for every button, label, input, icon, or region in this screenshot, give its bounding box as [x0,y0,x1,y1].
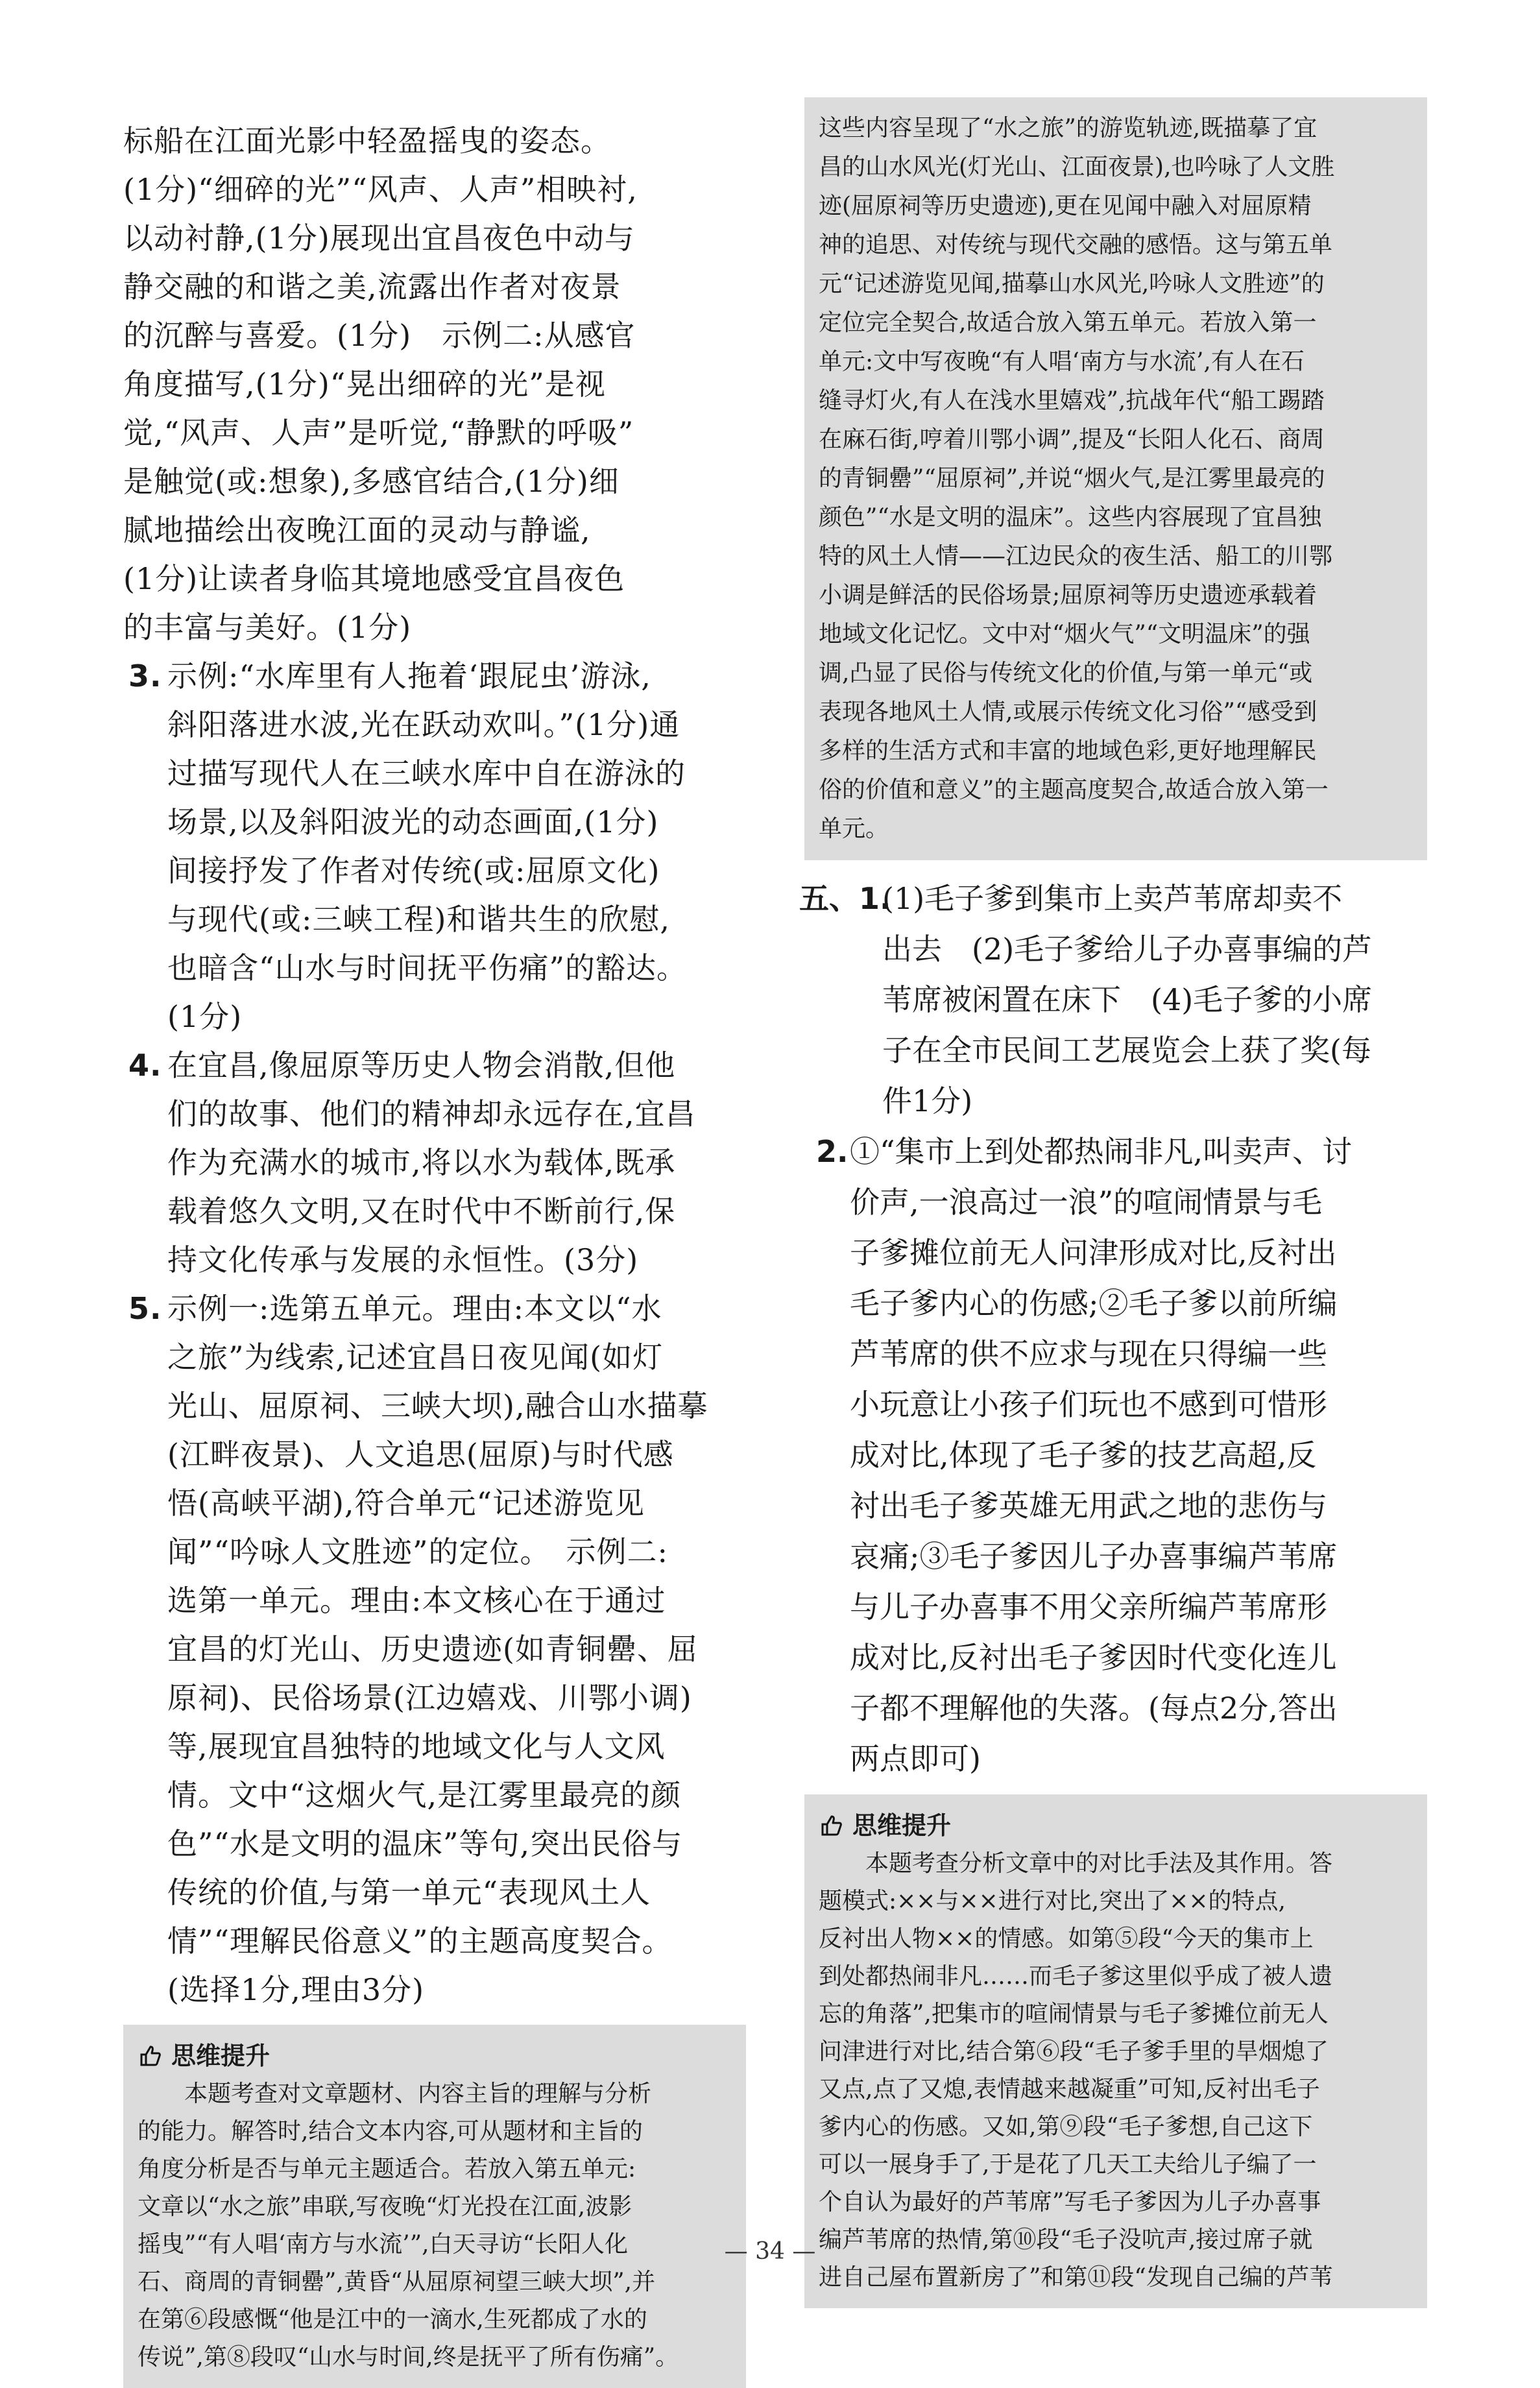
thinking-title: 思维提升 [171,2042,271,2070]
text-line: 表现各地风土人情,或展示传统文化习俗”“感受到 [819,699,1317,725]
text-line: 间接抒发了作者对传统(或:屈原文化) [167,853,660,888]
thinking-title: 思维提升 [852,1811,952,1840]
text-line: 两点即可) [850,1741,981,1776]
text-line: 题模式:××与××进行对比,突出了××的特点, [819,1888,1286,1914]
text-line: 价声,一浪高过一浪”的喧闹情景与毛 [850,1185,1323,1220]
text-line: 子都不理解他的失落。(每点2分,答出 [850,1691,1338,1726]
text-line: 衬出毛子爹英雄无用武之地的悲伤与 [850,1488,1327,1523]
thinking-box-left [123,2025,746,2388]
text-line: 芦苇席的供不应求与现在只得编一些 [850,1336,1327,1371]
text-line: 在宜昌,像屈原等历史人物会消散,但他 [167,1048,676,1083]
text-line: (江畔夜景)、人文追思(屈原)与时代感 [167,1437,674,1472]
text-line: 角度描写,(1分)“晃出细碎的光”是视 [123,367,606,402]
text-line: 在第⑥段感慨“他是江中的一滴水,生死都成了水的 [138,2306,647,2333]
question-4-number: 4. [128,1048,162,1083]
text-line: 情”“理解民俗意义”的主题高度契合。 [167,1924,673,1959]
text-line: 摇曳”“有人唱‘南方与水流’”,白天寻访“长阳人化 [138,2231,628,2258]
page-number: — 34 — [724,2238,816,2265]
text-line: 们的故事、他们的精神却永远存在,宜昌 [167,1096,696,1131]
text-line: 斜阳落进水波,光在跃动欢叫。”(1分)通 [167,707,680,742]
text-line: 苇席被闲置在床下 (4)毛子爹的小席 [882,982,1373,1017]
text-line: 示例:“水库里有人拖着‘跟屁虫’游泳, [167,658,651,693]
text-line: 颜色”“水是文明的温床”。这些内容展现了宜昌独 [819,504,1322,531]
text-line: 作为充满水的城市,将以水为载体,既承 [167,1145,676,1180]
text-line: 之旅”为线索,记述宜昌日夜见闻(如灯 [167,1340,664,1375]
text-line: 件1分) [882,1083,973,1118]
text-line: 小调是鲜活的民俗场景;屈原祠等历史遗迹承载着 [819,582,1317,609]
text-line: 宜昌的灯光山、历史遗迹(如青铜罍、屈 [167,1632,698,1667]
text-line: 等,展现宜昌独特的地域文化与人文风 [167,1729,666,1764]
text-line: 调,凸显了民俗与传统文化的价值,与第一单元“或 [819,660,1313,686]
section-5-question-2 [804,1126,1427,1784]
section-5-question-1 [799,873,1427,1126]
text-line: 多样的生活方式和丰富的地域色彩,更好地理解民 [819,738,1317,764]
text-line: ①“集市上到处都热闹非凡,叫卖声、讨 [850,1134,1353,1169]
text-line: 的青铜罍”“屈原祠”,并说“烟火气,是江雾里最亮的 [819,465,1325,492]
text-line: 持文化传承与发展的永恒性。(3分) [167,1242,639,1277]
text-line: 静交融的和谐之美,流露出作者对夜景 [123,269,621,304]
text-line: 定位完全契合,故适合放入第五单元。若放入第一 [819,309,1317,336]
text-line: 以动衬静,(1分)展现出宜昌夜色中动与 [123,221,635,256]
text-line: 光山、屈原祠、三峡大坝),融合山水描摹 [167,1388,708,1423]
text-line: 子在全市民间工艺展览会上获了奖(每 [882,1033,1371,1068]
text-line: 是触觉(或:想象),多感官结合,(1分)细 [123,464,620,499]
text-line: 特的风土人情——江边民众的夜生活、船工的川鄂 [819,543,1333,570]
text-line: 昌的山水风光(灯光山、江面夜景),也吟咏了人文胜 [819,154,1335,180]
section-5-label: 五、1. [799,881,891,916]
text-line: 的能力。解答时,结合文本内容,可从题材和主旨的 [138,2118,643,2145]
question-3-number: 3. [128,658,162,693]
text-line: 觉,“风声、人声”是听觉,“静默的呼吸” [123,415,634,450]
text-line: 色”“水是文明的温床”等句,突出民俗与 [167,1826,683,1861]
text-line: 缝寻灯火,有人在浅水里嬉戏”,抗战年代“船工踢踏 [819,387,1325,414]
text-line: 传说”,第⑧段叹“山水与时间,终是抚平了所有伤痛”。 [138,2344,679,2370]
text-line: (1分)“细碎的光”“风声、人声”相映衬, [123,172,638,207]
thinking-box-continued [804,97,1427,860]
thinking-box-right [804,1794,1427,2308]
text-line: (选择1分,理由3分) [167,1972,425,2007]
text-line: 场景,以及斜阳波光的动态画面,(1分) [167,804,659,839]
text-line: 与现代(或:三峡工程)和谐共生的欣慰, [167,902,671,937]
text-line: 个自认为最好的芦苇席”写毛子爹因为儿子办喜事 [819,2189,1321,2215]
text-line: 地域文化记忆。文中对“烟火气”“文明温床”的强 [819,621,1310,647]
text-line: 原祠)、民俗场景(江边嬉戏、川鄂小调) [167,1680,692,1715]
question-5-answer [123,1284,746,2014]
text-line: 可以一展身手了,于是花了几天工夫给儿子编了一 [819,2151,1317,2178]
text-line: 与儿子办喜事不用父亲所编芦苇席形 [850,1589,1327,1624]
thumbs-up-icon [138,2043,163,2069]
text-line: 传统的价值,与第一单元“表现风土人 [167,1875,651,1910]
text-line: 本题考查对文章题材、内容主旨的理解与分析 [138,2080,652,2107]
thinking-heading [138,2036,732,2075]
thinking-heading [819,1806,1413,1845]
text-line: (1分) [167,999,243,1034]
text-line: 示例一:选第五单元。理由:本文以“水 [167,1291,662,1326]
text-line: 又点,点了又熄,表情越来越凝重”可知,反衬出毛子 [819,2076,1320,2103]
text-line: 的沉醉与喜爱。(1分) 示例二:从感官 [123,318,636,353]
text-line: 石、商周的青铜罍”,黄昏“从屈原祠望三峡大坝”,并 [138,2269,656,2295]
text-line: 出去 (2)毛子爹给儿子办喜事编的芦 [882,932,1373,967]
text-line: 单元。 [819,815,889,842]
text-line: 元“记述游览见闻,描摹山水风光,吟咏人文胜迹”的 [819,271,1325,297]
question-3-answer [123,652,746,1041]
text-line: 的丰富与美好。(1分) [123,610,412,645]
left-column [123,117,746,2388]
text-line: 情。文中“这烟火气,是江雾里最亮的颜 [167,1778,682,1813]
text-line: 俗的价值和意义”的主题高度契合,故适合放入第一 [819,777,1329,803]
text-line: 编芦苇席的热情,第⑩段“毛子没吭声,接过席子就 [819,2226,1313,2253]
text-line: 腻地描绘出夜晚江面的灵动与静谧, [123,513,591,548]
question-2-number: 2. [816,1134,848,1169]
text-line: (1)毛子爹到集市上卖芦苇席却卖不 [882,881,1343,916]
text-line: 选第一单元。理由:本文核心在于通过 [167,1583,666,1618]
q2-answer-continued [123,117,746,652]
text-line: 哀痛;③毛子爹因儿子办喜事编芦苇席 [850,1539,1338,1574]
text-line: 也暗含“山水与时间抚平伤痛”的豁达。 [167,950,688,985]
text-line: 到处都热闹非凡……而毛子爹这里似乎成了被人遗 [819,1963,1333,1990]
text-line: 迹(屈原祠等历史遗迹),更在见闻中融入对屈原精 [819,193,1312,219]
text-line: 文章以“水之旅”串联,写夜晚“灯光投在江面,波影 [138,2193,632,2220]
text-line: 在麻石街,哼着川鄂小调”,提及“长阳人化石、商周 [819,426,1325,453]
text-line: 过描写现代人在三峡水库中自在游泳的 [167,756,686,791]
text-line: 这些内容呈现了“水之旅”的游览轨迹,既描摹了宜 [819,115,1317,141]
text-line: 神的追思、对传统与现代交融的感悟。这与第五单 [819,232,1333,258]
text-line: 本题考查分析文章中的对比手法及其作用。答 [819,1850,1333,1877]
text-line: 爹内心的伤感。又如,第⑨段“毛子爹想,自己这下 [819,2114,1313,2140]
text-line: 毛子爹内心的伤感;②毛子爹以前所编 [850,1286,1338,1321]
text-line: 单元:文中写夜晚“有人唱‘南方与水流’,有人在石 [819,348,1305,375]
text-line: 成对比,体现了毛子爹的技艺高超,反 [850,1438,1317,1473]
thumbs-up-icon [819,1813,845,1839]
question-4-answer [123,1041,746,1284]
text-line: 标船在江面光影中轻盈摇曳的姿态。 [123,123,611,158]
text-line: 悟(高峡平湖),符合单元“记述游览见 [167,1486,645,1521]
text-line: 角度分析是否与单元主题适合。若放入第五单元: [138,2156,636,2182]
text-line: 忘的角落”,把集市的喧闹情景与毛子爹摊位前无人 [819,2001,1329,2027]
text-line: (1分)让读者身临其境地感受宜昌夜色 [123,561,625,596]
text-line: 闻”“吟咏人文胜迹”的定位。 示例二: [167,1534,669,1569]
text-line: 载着悠久文明,又在时代中不断前行,保 [167,1194,676,1229]
question-5-number: 5. [128,1291,162,1326]
text-line: 小玩意让小孩子们玩也不感到可惜形 [850,1387,1327,1422]
text-line: 成对比,反衬出毛子爹因时代变化连儿 [850,1640,1337,1675]
text-line: 子爹摊位前无人问津形成对比,反衬出 [850,1235,1337,1270]
right-column [799,97,1427,2308]
section-5 [799,873,1427,1784]
text-line: 反衬出人物××的情感。如第⑤段“今天的集市上 [819,1925,1314,1952]
text-line: 问津进行对比,结合第⑥段“毛子爹手里的旱烟熄了 [819,2038,1329,2065]
text-line: 进自己屋布置新房了”和第⑪段“发现自己编的芦苇 [819,2264,1333,2291]
